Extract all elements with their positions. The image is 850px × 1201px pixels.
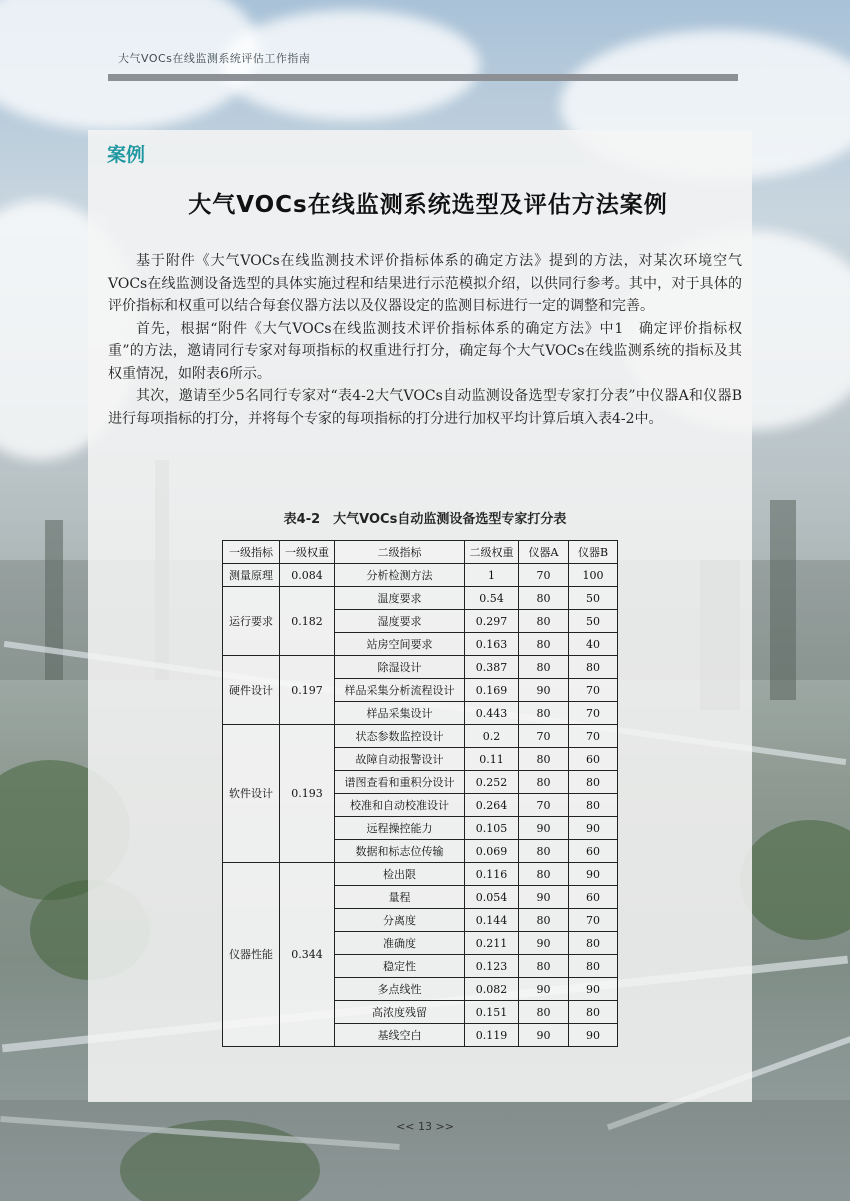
instrument-a-score-cell: 90 [519,679,569,702]
instrument-a-score-cell: 80 [519,771,569,794]
level2-indicator-cell: 样品采集分析流程设计 [335,679,465,702]
level1-indicator-cell: 仪器性能 [223,863,280,1047]
instrument-a-score-cell: 70 [519,564,569,587]
column-header: 二级指标 [335,541,465,564]
instrument-a-score-cell: 90 [519,932,569,955]
level2-indicator-cell: 故障自动报警设计 [335,748,465,771]
level2-indicator-cell: 校准和自动校准设计 [335,794,465,817]
instrument-a-score-cell: 80 [519,610,569,633]
level2-indicator-cell: 基线空白 [335,1024,465,1047]
level2-weight-cell: 0.387 [465,656,519,679]
instrument-b-score-cell: 80 [569,932,618,955]
instrument-b-score-cell: 80 [569,656,618,679]
instrument-a-score-cell: 90 [519,817,569,840]
table-row [223,863,618,886]
level2-indicator-cell: 分离度 [335,909,465,932]
instrument-a-score-cell: 80 [519,955,569,978]
section-tag: 案例 [107,144,146,166]
instrument-a-score-cell: 80 [519,909,569,932]
level2-indicator-cell: 湿度要求 [335,610,465,633]
level1-weight-cell: 0.197 [280,656,335,725]
running-header-title: 大气VOCs在线监测系统评估工作指南 [118,52,311,65]
level2-indicator-cell: 准确度 [335,932,465,955]
column-header: 一级权重 [280,541,335,564]
instrument-b-score-cell: 70 [569,702,618,725]
instrument-a-score-cell: 90 [519,1024,569,1047]
level2-indicator-cell: 谱图查看和重积分设计 [335,771,465,794]
level2-weight-cell: 0.054 [465,886,519,909]
level2-indicator-cell: 稳定性 [335,955,465,978]
column-header: 仪器A [519,541,569,564]
level2-weight-cell: 0.105 [465,817,519,840]
level2-weight-cell: 0.297 [465,610,519,633]
instrument-a-score-cell: 90 [519,886,569,909]
instrument-b-score-cell: 90 [569,978,618,1001]
instrument-b-score-cell: 60 [569,748,618,771]
level2-weight-cell: 0.252 [465,771,519,794]
instrument-a-score-cell: 80 [519,863,569,886]
level2-indicator-cell: 量程 [335,886,465,909]
column-header: 二级权重 [465,541,519,564]
instrument-b-score-cell: 80 [569,955,618,978]
level1-weight-cell: 0.344 [280,863,335,1047]
instrument-b-score-cell: 100 [569,564,618,587]
level2-weight-cell: 0.11 [465,748,519,771]
instrument-a-score-cell: 80 [519,656,569,679]
level2-weight-cell: 0.119 [465,1024,519,1047]
level1-weight-cell: 0.084 [280,564,335,587]
level2-weight-cell: 0.151 [465,1001,519,1024]
level2-weight-cell: 0.169 [465,679,519,702]
header-rule [108,74,738,81]
paragraph: 首先，根据“附件《大气VOCs在线监测技术评价指标体系的确定方法》中1 确定评价指标权重”的方法，邀请同行专家对每项指标的权重进行打分，确定每个大气VOCs在线监测系统的指标及其权重情况，如附表6所示。 [108,320,742,382]
level2-weight-cell: 0.264 [465,794,519,817]
instrument-a-score-cell: 80 [519,702,569,725]
level2-indicator-cell: 站房空间要求 [335,633,465,656]
level2-indicator-cell: 远程操控能力 [335,817,465,840]
instrument-a-score-cell: 80 [519,840,569,863]
instrument-b-score-cell: 70 [569,725,618,748]
level1-indicator-cell: 运行要求 [223,587,280,656]
level1-indicator-cell: 硬件设计 [223,656,280,725]
level2-weight-cell: 0.211 [465,932,519,955]
instrument-a-score-cell: 80 [519,587,569,610]
paragraph: 其次，邀请至少5名同行专家对“表4-2大气VOCs自动监测设备选型专家打分表”中仪器A和仪器B进行每项指标的打分，并将每个专家的每项指标的打分进行加权平均计算后填入表4-2中。 [108,388,742,427]
instrument-a-score-cell: 70 [519,725,569,748]
level2-indicator-cell: 状态参数监控设计 [335,725,465,748]
table-row [223,725,618,748]
level2-indicator-cell: 高浓度残留 [335,1001,465,1024]
instrument-a-score-cell: 80 [519,748,569,771]
level2-indicator-cell: 温度要求 [335,587,465,610]
instrument-a-score-cell: 70 [519,794,569,817]
instrument-b-score-cell: 70 [569,679,618,702]
instrument-a-score-cell: 90 [519,978,569,1001]
expert-score-table [222,540,618,1047]
instrument-b-score-cell: 80 [569,771,618,794]
level2-indicator-cell: 除湿设计 [335,656,465,679]
level2-weight-cell: 0.082 [465,978,519,1001]
level2-indicator-cell: 检出限 [335,863,465,886]
level2-weight-cell: 0.54 [465,587,519,610]
column-header: 仪器B [569,541,618,564]
level2-weight-cell: 0.443 [465,702,519,725]
instrument-b-score-cell: 80 [569,1001,618,1024]
instrument-b-score-cell: 90 [569,817,618,840]
level2-weight-cell: 0.144 [465,909,519,932]
instrument-b-score-cell: 50 [569,587,618,610]
level2-weight-cell: 1 [465,564,519,587]
page-title: 大气VOCs在线监测系统选型及评估方法案例 [188,192,668,218]
table-header-row [223,541,618,564]
instrument-b-score-cell: 90 [569,863,618,886]
level2-weight-cell: 0.116 [465,863,519,886]
paragraph: 基于附件《大气VOCs在线监测技术评价指标体系的确定方法》提到的方法，对某次环境空气VOCs在线监测设备选型的具体实施过程和结果进行示范模拟介绍，以供同行参考。其中，对于具体的评价指标和权重可以结合每套仪器方法以及仪器设定的监测目标进行一定的调整和完善。 [108,253,742,314]
table-row [223,656,618,679]
column-header: 一级指标 [223,541,280,564]
instrument-b-score-cell: 40 [569,633,618,656]
level2-weight-cell: 0.163 [465,633,519,656]
instrument-b-score-cell: 60 [569,840,618,863]
level1-weight-cell: 0.182 [280,587,335,656]
level1-weight-cell: 0.193 [280,725,335,863]
table-row [223,564,618,587]
instrument-a-score-cell: 80 [519,1001,569,1024]
page-number: << 13 >> [396,1120,454,1133]
level1-indicator-cell: 软件设计 [223,725,280,863]
instrument-a-score-cell: 80 [519,633,569,656]
level2-indicator-cell: 多点线性 [335,978,465,1001]
level2-weight-cell: 0.069 [465,840,519,863]
level2-indicator-cell: 数据和标志位传输 [335,840,465,863]
table-row [223,587,618,610]
table-caption: 表4-2 大气VOCs自动监测设备选型专家打分表 [283,512,567,527]
instrument-b-score-cell: 70 [569,909,618,932]
instrument-b-score-cell: 50 [569,610,618,633]
level2-weight-cell: 0.123 [465,955,519,978]
level2-indicator-cell: 样品采集设计 [335,702,465,725]
body-text [108,250,742,430]
instrument-b-score-cell: 60 [569,886,618,909]
instrument-b-score-cell: 80 [569,794,618,817]
level2-indicator-cell: 分析检测方法 [335,564,465,587]
instrument-b-score-cell: 90 [569,1024,618,1047]
level2-weight-cell: 0.2 [465,725,519,748]
level1-indicator-cell: 测量原理 [223,564,280,587]
